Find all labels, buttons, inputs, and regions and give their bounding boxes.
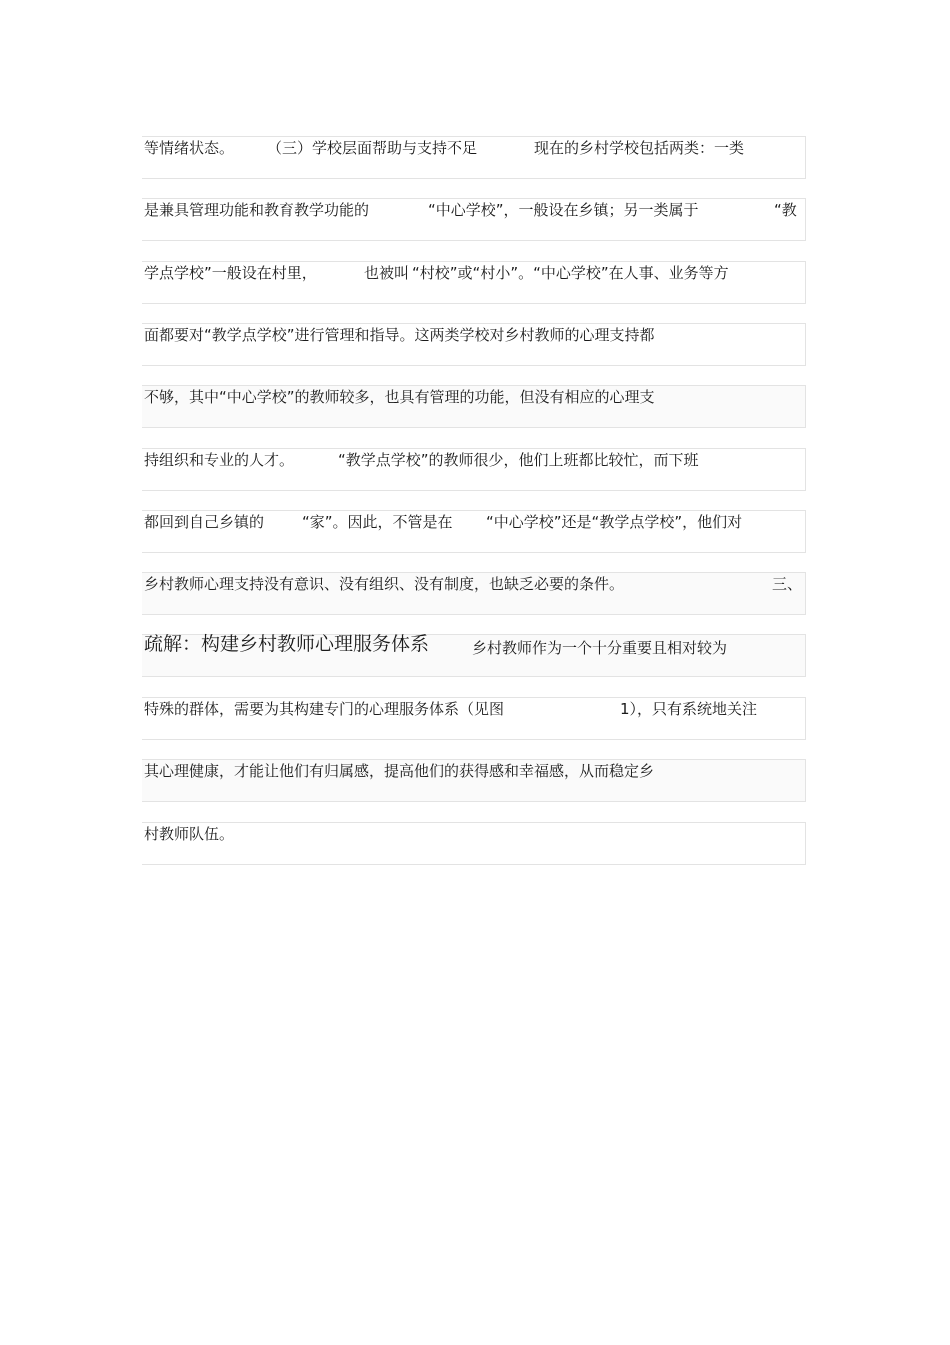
- line-segment: 等情绪状态。: [144, 139, 235, 157]
- text-line: [142, 448, 806, 491]
- line-segment: “村校”或“村小”。“中心学校”在人事、业务等方: [412, 264, 729, 282]
- line-segment: 也被叫: [364, 264, 410, 282]
- line-segment: 其心理健康，才能让他们有归属感，提高他们的获得感和幸福感，从而稳定乡: [144, 762, 655, 780]
- section-number: 三、: [772, 575, 803, 593]
- line-segment: 特殊的群体，需要为其构建专门的心理服务体系（见图: [144, 700, 505, 718]
- line-segment: 学点学校”一般设在村里，: [144, 264, 317, 282]
- text-line: [142, 198, 806, 241]
- line-segment: 不够，其中“中心学校”的教师较多，也具有管理的功能，但没有相应的心理支: [144, 388, 655, 406]
- text-line: [142, 697, 806, 740]
- text-line: [142, 136, 806, 179]
- line-segment: 乡村教师作为一个十分重要且相对较为: [472, 639, 728, 657]
- figure-reference: 1），只有系统地关注: [620, 700, 758, 718]
- line-segment: “教学点学校”的教师很少，他们上班都比较忙，而下班: [338, 451, 699, 469]
- line-segment: “教: [774, 201, 797, 219]
- line-segment: 都回到自己乡镇的: [144, 513, 265, 531]
- line-segment: 面都要对“教学点学校”进行管理和指导。这两类学校对乡村教师的心理支持都: [144, 326, 655, 344]
- line-segment: “中心学校”，一般设在乡镇；另一类属于: [428, 201, 699, 219]
- line-segment: 现在的乡村学校包括两类：一类: [534, 139, 745, 157]
- text-line: [142, 261, 806, 304]
- text-line: [142, 323, 806, 366]
- text-line: [142, 572, 806, 615]
- line-segment: 村教师队伍。: [144, 825, 235, 843]
- line-segment: “中心学校”还是“教学点学校”，他们对: [486, 513, 743, 531]
- line-segment: 持组织和专业的人才。: [144, 451, 295, 469]
- section-heading: （三）学校层面帮助与支持不足: [267, 139, 478, 157]
- line-segment: 乡村教师心理支持没有意识、没有组织、没有制度，也缺乏必要的条件。: [144, 575, 625, 593]
- text-line: [142, 822, 806, 865]
- line-segment: “家”。因此，不管是在: [302, 513, 453, 531]
- text-line: [142, 510, 806, 553]
- text-line: [142, 759, 806, 802]
- text-line: [142, 385, 806, 428]
- section-heading: 疏解：构建乡村教师心理服务体系: [144, 633, 430, 655]
- line-segment: 是兼具管理功能和教育教学功能的: [144, 201, 370, 219]
- text-line: [142, 634, 806, 677]
